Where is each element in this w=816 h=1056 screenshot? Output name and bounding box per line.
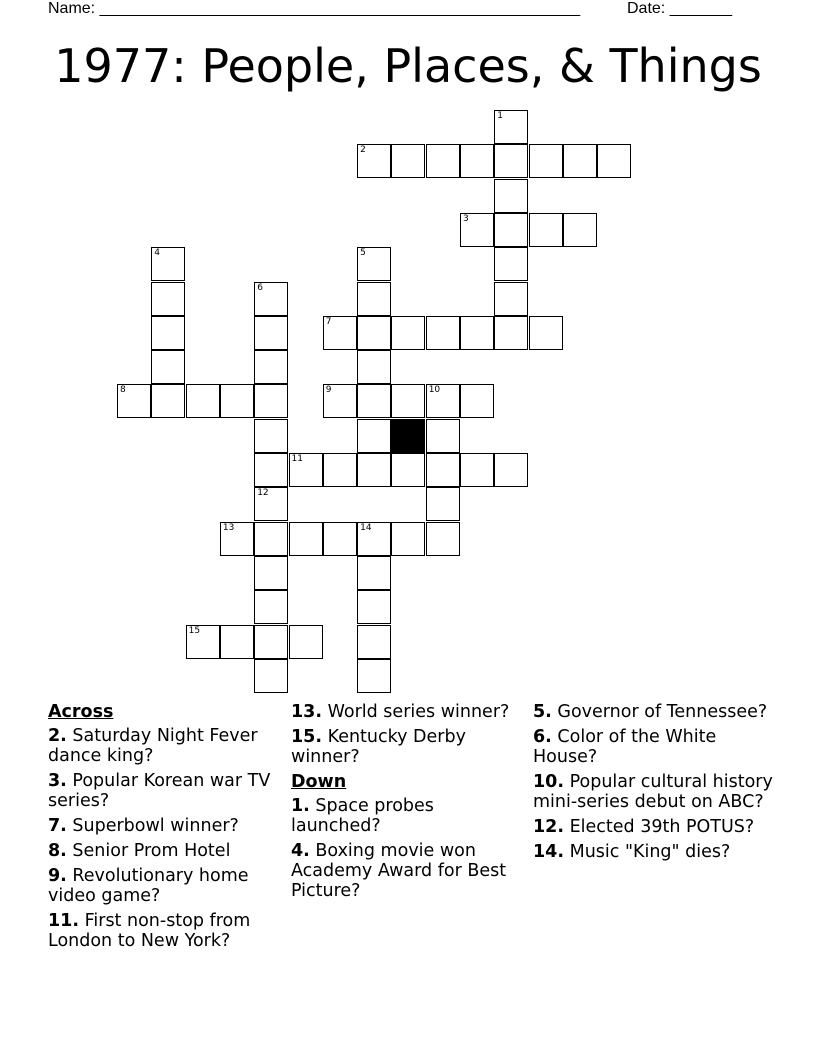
date-field-label: Date: _______: [627, 0, 732, 17]
grid-cell[interactable]: [357, 419, 391, 453]
grid-cell[interactable]: [254, 487, 288, 521]
name-field-label: Name: ______________________________________________________: [48, 0, 581, 17]
grid-cell[interactable]: [151, 316, 185, 350]
grid-cell[interactable]: [529, 213, 563, 247]
grid-cell[interactable]: [357, 625, 391, 659]
clue-across-15: 15. Kentucky Derby winner?: [291, 727, 466, 767]
grid-cell[interactable]: [323, 384, 357, 418]
grid-cell[interactable]: [426, 316, 460, 350]
grid-cell[interactable]: [494, 144, 528, 178]
grid-cell[interactable]: [151, 247, 185, 281]
grid-cell[interactable]: [357, 282, 391, 316]
grid-cell[interactable]: [391, 144, 425, 178]
grid-cell[interactable]: [529, 316, 563, 350]
clue-across-2: 2. Saturday Night Fever dance king?: [48, 726, 258, 766]
clue-number: 1: [497, 111, 504, 121]
clue-down-12: 12. Elected 39th POTUS?: [533, 817, 755, 837]
clue-number: 8: [120, 385, 126, 396]
grid-cell[interactable]: [289, 522, 323, 556]
grid-cell[interactable]: [357, 522, 391, 556]
clue-across-7: 7. Superbowl winner?: [48, 816, 239, 836]
grid-cell[interactable]: [426, 487, 460, 521]
clue-number: 7: [325, 316, 332, 327]
clue-across-13: 13. World series winner?: [291, 702, 510, 722]
grid-cell[interactable]: [254, 350, 288, 384]
grid-cell[interactable]: [186, 625, 220, 659]
clue-number: 9: [325, 385, 332, 396]
grid-cell[interactable]: [323, 453, 357, 487]
grid-cell[interactable]: [460, 213, 494, 247]
grid-cell[interactable]: [529, 144, 563, 178]
grid-cell[interactable]: [254, 659, 288, 693]
grid-cell[interactable]: [391, 316, 425, 350]
grid-cell[interactable]: [357, 453, 391, 487]
grid-cell[interactable]: [494, 110, 528, 144]
grid-cell[interactable]: [357, 247, 391, 281]
clue-down-4: 4. Boxing movie won Academy Award for Best Picture?: [291, 841, 507, 901]
clues-column-3: [533, 702, 773, 867]
page-title: 1977: People, Places, & Things: [54, 39, 762, 93]
grid-cell[interactable]: [494, 453, 528, 487]
grid-cell[interactable]: [460, 144, 494, 178]
clue-across-11: 11. First non-stop from London to New York?: [48, 911, 251, 951]
clue-across-8: 8. Senior Prom Hotel: [48, 841, 231, 861]
clue-number: 4: [154, 248, 161, 259]
grid-cell[interactable]: [323, 522, 357, 556]
clue-number: 3: [463, 213, 469, 224]
clue-number: 11: [291, 454, 303, 464]
grid-cell[interactable]: [254, 590, 288, 624]
down-heading: Down: [291, 772, 347, 792]
grid-cell[interactable]: [391, 453, 425, 487]
grid-cell[interactable]: [151, 350, 185, 384]
clue-number: 10: [428, 385, 441, 396]
grid-cell[interactable]: [391, 384, 425, 418]
clue-down-5: 5. Governor of Tennessee?: [533, 702, 768, 722]
grid-cell[interactable]: [357, 659, 391, 693]
grid-cell[interactable]: [254, 419, 288, 453]
clues-column-2: [291, 702, 523, 906]
clue-down-1: 1. Space probes launched?: [291, 796, 434, 836]
grid-cell[interactable]: [254, 556, 288, 590]
grid-cell[interactable]: [254, 384, 288, 418]
clue-number: 14: [360, 522, 372, 533]
grid-cell[interactable]: [254, 282, 288, 316]
grid-cell[interactable]: [254, 453, 288, 487]
grid-cell[interactable]: [254, 522, 288, 556]
grid-cell[interactable]: [494, 179, 528, 213]
clue-across-9: 9. Revolutionary home video game?: [48, 866, 249, 906]
grid-cell[interactable]: [426, 453, 460, 487]
grid-cell[interactable]: [117, 384, 151, 418]
block-cell: [391, 419, 425, 453]
grid-cell[interactable]: [426, 419, 460, 453]
grid-cell[interactable]: [460, 316, 494, 350]
grid-cell[interactable]: [563, 144, 597, 178]
grid-cell[interactable]: [426, 384, 460, 418]
clue-down-6: 6. Color of the White House?: [533, 727, 717, 767]
grid-cell[interactable]: [220, 625, 254, 659]
grid-cell[interactable]: [460, 384, 494, 418]
clue-number: 6: [257, 282, 263, 293]
clue-number: 15: [188, 625, 201, 636]
clue-down-14: 14. Music "King" dies?: [533, 842, 731, 862]
grid-cell[interactable]: [494, 247, 528, 281]
grid-cell[interactable]: [323, 316, 357, 350]
grid-cell[interactable]: [289, 453, 323, 487]
grid-cell[interactable]: [426, 144, 460, 178]
clue-across-3: 3. Popular Korean war TV series?: [48, 771, 271, 811]
grid-cell[interactable]: [460, 453, 494, 487]
grid-cell[interactable]: [357, 350, 391, 384]
across-heading: Across: [48, 702, 114, 722]
grid-cell[interactable]: [494, 282, 528, 316]
clue-number: 5: [360, 248, 366, 259]
grid-cell[interactable]: [220, 384, 254, 418]
grid-cell[interactable]: [494, 213, 528, 247]
clue-number: 13: [222, 522, 235, 533]
clue-down-10: 10. Popular cultural history mini-series debut on ABC?: [533, 772, 773, 812]
grid-cell[interactable]: [494, 316, 528, 350]
grid-cell[interactable]: [597, 144, 631, 178]
grid-cell[interactable]: [357, 384, 391, 418]
clue-number: 12: [257, 488, 269, 499]
grid-cell[interactable]: [391, 522, 425, 556]
grid-cell[interactable]: [289, 625, 323, 659]
grid-cell[interactable]: [151, 384, 185, 418]
grid-cell[interactable]: [220, 522, 254, 556]
grid-cell[interactable]: [254, 625, 288, 659]
grid-cell[interactable]: [426, 522, 460, 556]
grid-cell[interactable]: [254, 316, 288, 350]
grid-cell[interactable]: [357, 144, 391, 178]
grid-cell[interactable]: [357, 316, 391, 350]
grid-cell[interactable]: [357, 556, 391, 590]
grid-cell[interactable]: [563, 213, 597, 247]
clues-column-1: [48, 702, 278, 956]
grid-cell[interactable]: [186, 384, 220, 418]
clue-number: 2: [360, 145, 366, 156]
grid-cell[interactable]: [357, 590, 391, 624]
grid-cell[interactable]: [151, 282, 185, 316]
